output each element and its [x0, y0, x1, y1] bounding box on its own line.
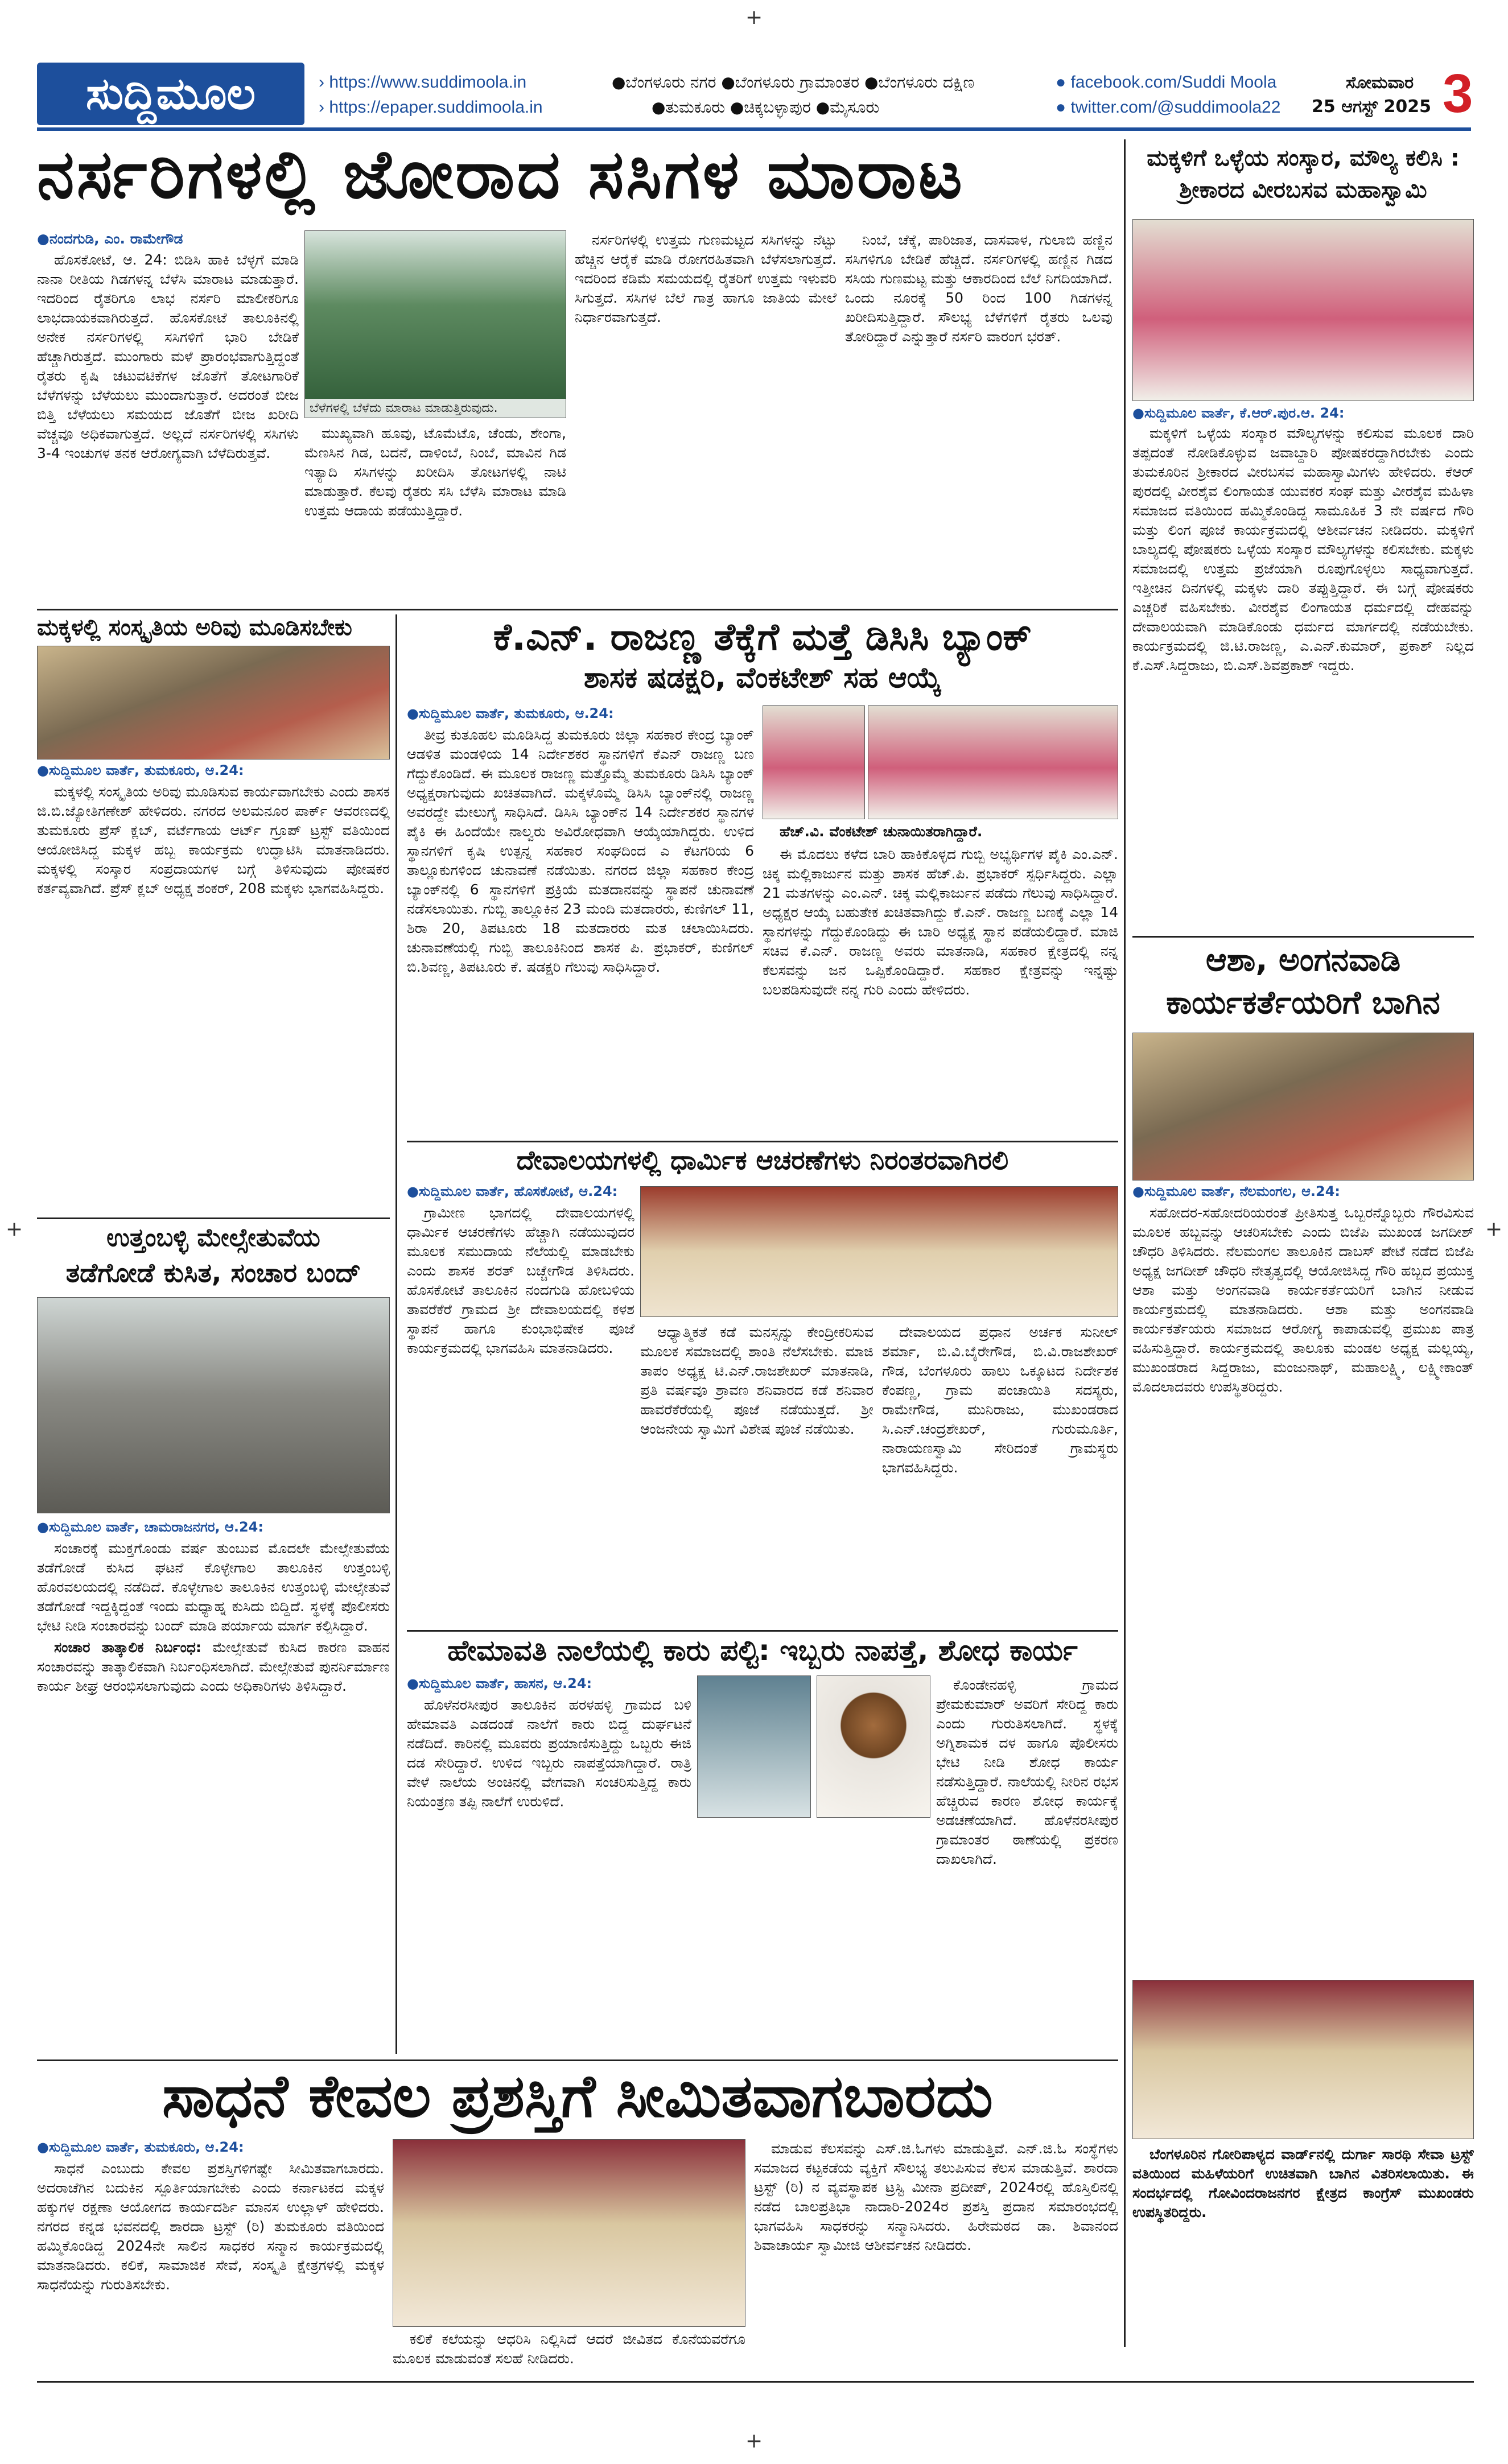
right-top-byline: ●ಸುದ್ದಿಮೂಲ ವಾರ್ತೆ, ಕೆ.ಆರ್.ಪುರ.ಆ. 24:	[1132, 405, 1345, 421]
bottom-photo-caption	[393, 2330, 745, 2375]
flyover-body-text: ಸಂಚಾರಕ್ಕೆ ಮುಕ್ತಗೊಂಡು ವರ್ಷ ತುಂಬುವ ಮೊದಲೇ ಮೇಲ್ಸೇತುವೆಯ ತಡೆಗೋಡೆ ಕುಸಿದ ಘಟನೆ ಕೊಳ್ಳೇಗಾಲ ತಾಲೂಕಿನ ಉತ್ತಂಬಳ್ಳಿ ಹೊರವಲಯದಲ್ಲಿ ನಡೆದಿದೆ. ಕೊಳ್ಳೇಗಾಲ ತಾಲೂಕಿನ ಉತ್ತಂಬಳ್ಳಿ ಮೇಲ್ಸೇತುವೆ ತಡೆಗೋಡೆ ಇದ್ದಕ್ಕಿದ್ದಂತೆ ಇಂದು ಮಧ್ಯಾಹ್ನ ಕುಸಿದು ಬಿದ್ದಿದೆ. ಸ್ಥಳಕ್ಕೆ ಪೊಲೀಸರು ಭೇಟಿ ನೀಡಿ ಸಂಚಾರವನ್ನು ಬಂದ್ ಮಾಡಿ ಪರ್ಯಾಯ ಮಾರ್ಗ ಕಲ್ಪಿಸಿದ್ದಾರೆ.	[37, 1540, 390, 1634]
crop-mark-top: +	[745, 6, 763, 29]
divider	[407, 1141, 1118, 1142]
temple-col1-text: ಗ್ರಾಮೀಣ ಭಾಗದಲ್ಲಿ ದೇವಾಲಯಗಳಲ್ಲಿ ಧಾರ್ಮಿಕ ಆಚರಣೆಗಳು ಹೆಚ್ಚಾಗಿ ನಡೆಯುವುದರ ಮೂಲಕ ಸಮುದಾಯ ನೆಲೆಯಲ್ಲಿ ಮಾಡಬೇಕು ಎಂದು ಶಾಸಕ ಶರತ್ ಬಚ್ಚೇಗೌಡ ತಿಳಿಸಿದರು. ಹೊಸಕೋಟೆ ತಾಲೂಕಿನ ನಂದಗುಡಿ ಹೋಬಳಿಯ ತಾವರೆಕೆರೆ ಗ್ರಾಮದ ಶ್ರೀ ದೇವಾಲಯದಲ್ಲಿ ಕಳಶ ಸ್ಥಾಪನೆ ಹಾಗೂ ಕುಂಭಾಭಿಷೇಕ ಪೂಜೆ ಕಾರ್ಯಕ್ರಮದಲ್ಲಿ ಭಾಗವಹಿಸಿ ಮಾತನಾಡಿದರು.	[407, 1204, 634, 1356]
temple-col2	[640, 1323, 874, 1624]
divider	[395, 614, 397, 2054]
culture-body	[37, 782, 390, 1209]
bottom-col1-text: ಸಾಧನೆ ಎಂಬುದು ಕೇವಲ ಪ್ರಶಸ್ತಿಗಳಿಗಷ್ಟೇ ಸೀಮಿತವಾಗಬಾರದು. ಅದರಾಚೆಗಿನ ಬದುಕಿನ ಸ್ಪೂರ್ತಿಯಾಗಬೇಕು ಎಂದು ಕರ್ನಾಟಕದ ಮಕ್ಕಳ ಹಕ್ಕುಗಳ ರಕ್ಷಣಾ ಆಯೋಗದ ಕಾರ್ಯದರ್ಶಿ ಮಾನಸ ಉಲ್ಲಾಳ್ ಹೇಳಿದರು. ನಗರದ ಕನ್ನಡ ಭವನದಲ್ಲಿ ಶಾರದಾ ಟ್ರಸ್ಟ್ (ರಿ) ತುಮಕೂರು ವತಿಯಿಂದ ಹಮ್ಮಿಕೊಂಡಿದ್ದ 2024ನೇ ಸಾಲಿನ ಸಾಧಕರ ಸನ್ಮಾನ ಕಾರ್ಯಕ್ರಮದಲ್ಲಿ ಮಾತನಾಡಿದರು. ಕಲಿಕೆ, ಸಾಮಾಜಿಕ ಸೇವೆ, ಸಂಸ್ಕೃತಿ ಕ್ಷೇತ್ರಗಳಲ್ಲಿ ಮಕ್ಕಳ ಸಾಧನೆಯನ್ನು ಗುರುತಿಸಬೇಕು.	[37, 2160, 384, 2293]
bank-headline: ಕೆ.ಎನ್. ರಾಜಣ್ಣ ತೆಕ್ಕೆಗೆ ಮತ್ತೆ ಡಿಸಿಸಿ ಬ್ಯಾಂಕ್	[493, 615, 1032, 659]
divider	[37, 1217, 390, 1219]
divider	[37, 609, 1118, 610]
bottom-photo-caption-text: ಕಲಿಕೆ ಕಲೆಯನ್ನು ಆಧರಿಸಿ ನಿಲ್ಲಿಸಿದೆ ಆದರೆ ಜೀವಿತದ ಕೊನೆಯವರೆಗೂ ಮೂಲಕ ಮಾಡುವಂತೆ ಸಲಹೆ ನೀಡಿದರು.	[393, 2331, 745, 2367]
epaper-link[interactable]: › https://epaper.suddimoola.in	[319, 98, 543, 117]
crop-mark-bottom: +	[745, 2429, 763, 2453]
twitter-icon: ●	[1056, 98, 1066, 117]
canal-col2	[936, 1675, 1118, 2054]
lead-col1-text: ಹೊಸಕೋಟೆ, ಆ. 24: ಬಿಡಿಸಿ ಹಾಕಿ ಬೆಳ್ಳಗೆ ಮಾಡಿ ನಾನಾ ರೀತಿಯ ಗಿಡಗಳನ್ನ ಬೆಳೆಸಿ ಮಾರಾಟ ಮಾಡುತ್ತಾರೆ. ಇದರಿಂದ ರೈತರಿಗೂ ಲಾಭ ನರ್ಸರಿ ಮಾಲೀಕರಿಗೂ ಲಾಭದಾಯಕವಾಗಿರುತ್ತದೆ. ಹೊಸಕೋಟೆ ತಾಲೂಕಿನಲ್ಲಿ ಅನೇಕ ನರ್ಸರಿಗಳಲ್ಲಿ ಸಸಿಗಳಿಗೆ ಭಾರಿ ಬೇಡಿಕೆ ಹೆಚ್ಚಾಗಿರುತ್ತದೆ. ಮುಂಗಾರು ಮಳೆ ಪ್ರಾರಂಭವಾಗುತ್ತಿದ್ದಂತೆ ರೈತರು ಕೃಷಿ ಚಟುವಟಿಕೆಗಳ ಜೊತೆಗೆ ತೋಟಗಾರಿಕೆ ಬೆಳೆಗಳನ್ನು ಬೆಳೆಯಲು ಮುಂದಾಗುತ್ತಾರೆ. ಅದರಂತೆ ಬೀಜ ಬಿತ್ತಿ ಬೆಳೆಯಲು ಸಮಯದ ಜೊತೆಗೆ ಬೀಜ ಖರೀದಿ ವೆಚ್ಚವೂ ಅಧಿಕವಾಗುತ್ತದೆ. ಅಲ್ಲದೆ ನರ್ಸರಿಗಳಲ್ಲಿ ಸಸಿಗಳು 3-4 ಇಂಚುಗಳ ತನಕ ಆರೋಗ್ಯವಾಗಿ ಬೆಳೆದಿರುತ್ತವೆ.	[37, 251, 299, 461]
epaper-link-text[interactable]: https://epaper.suddimoola.in	[329, 98, 543, 117]
temple-col1	[407, 1203, 634, 1624]
missing-person-photo	[817, 1675, 930, 1818]
bank-col2	[763, 845, 1118, 1135]
nursery-photo-caption: ಬೆಳೆಗಳಲ್ಲಿ ಬೆಳೆದು ಮಾರಾಟ ಮಾಡುತ್ತಿರುವುದು.	[305, 399, 566, 418]
bagina-photo	[1132, 1980, 1474, 2139]
asha-headline-line1: ಆಶಾ, ಅಂಗನವಾಡಿ	[1205, 942, 1401, 979]
bottom-col2	[754, 2139, 1118, 2375]
asha-body-text: ಸಹೋದರ-ಸಹೋದರಿಯರಂತೆ ಪ್ರೀತಿಸುತ್ತ ಒಬ್ಬರನ್ನೊಬ್ಬರು ಗೌರವಿಸುವ ಮೂಲಕ ಹಬ್ಬವನ್ನು ಆಚರಿಸಬೇಕು ಎಂದು ಬಿಜೆಪಿ ಮುಖಂಡ ಜಗದೀಶ್ ಚೌಧರಿ ತಿಳಿಸಿದರು. ನೆಲಮಂಗಲ ತಾಲೂಕಿನ ದಾಬಸ್ ಪೇಟೆ ನಡೆದ ಬಿಜೆಪಿ ಅಧ್ಯಕ್ಷ ಜಗದೀಶ್ ಚೌಧರಿ ನೇತೃತ್ವದಲ್ಲಿ ಆಯೋಜಿಸಿದ್ದ ಗೌರಿ ಹಬ್ಬದ ಪ್ರಯುಕ್ತ ಆಶಾ ಮತ್ತು ಅಂಗನವಾಡಿ ಕಾರ್ಯಕರ್ತೆಯರಿಗೆ ಬಾಗಿನ ನೀಡುವ ಕಾರ್ಯಕ್ರಮದಲ್ಲಿ ಮಾತನಾಡಿದರು. ಆಶಾ ಮತ್ತು ಅಂಗನವಾಡಿ ಕಾರ್ಯಕರ್ತೆಯರು ಸಮಾಜದ ಆರೋಗ್ಯ ಕಾಪಾಡುವಲ್ಲಿ ಪ್ರಮುಖ ಪಾತ್ರ ವಹಿಸುತ್ತಿದ್ದಾರೆ. ಕಾರ್ಯಕ್ರಮದಲ್ಲಿ ತಾಲೂಕು ಮಂಡಲ ಅಧ್ಯಕ್ಷ ಮಲ್ಲಯ್ಯ, ಮುಖಂಡರಾದ ಸಿದ್ದರಾಜು, ಮಂಜುನಾಥ್, ಮಹಾಲಕ್ಷ್ಮಿ, ಲಕ್ಷ್ಮೀಕಾಂತ್ ಮೊದಲಾದವರು ಉಪಸ್ಥಿತರಿದ್ದರು.	[1132, 1204, 1474, 1395]
divider	[1132, 936, 1474, 938]
flyover-body	[37, 1539, 390, 2051]
twitter-link-text[interactable]: twitter.com/@suddimoola22	[1070, 98, 1281, 117]
asha-byline: ●ಸುದ್ದಿಮೂಲ ವಾರ್ತೆ, ನೆಲಮಂಗಲ, ಆ.24:	[1132, 1183, 1341, 1199]
temple-byline: ●ಸುದ್ದಿಮೂಲ ವಾರ್ತೆ, ಹೊಸಕೋಟೆ, ಆ.24:	[407, 1183, 618, 1199]
culture-byline: ●ಸುದ್ದಿಮೂಲ ವಾರ್ತೆ, ತುಮಕೂರು, ಆ.24:	[37, 762, 244, 778]
divider	[1124, 139, 1126, 2347]
issue-day: ಸೋಮವಾರ	[1346, 73, 1414, 93]
flyover-headline-line2: ತಡೆಗೋಡೆ ಕುಸಿತ, ಸಂಚಾರ ಬಂದ್	[65, 1257, 361, 1288]
divider	[37, 2381, 1474, 2383]
website-link[interactable]: › https://www.suddimoola.in	[319, 73, 527, 92]
asha-headline-line2: ಕಾರ್ಯಕರ್ತೆಯರಿಗೆ ಬಾಗಿನ	[1166, 984, 1440, 1021]
page-number: 3	[1443, 63, 1473, 124]
website-link-text[interactable]: https://www.suddimoola.in	[329, 73, 527, 92]
newspaper-logo[interactable]: ಸುದ್ದಿಮೂಲ	[37, 63, 304, 125]
temple-photo	[640, 1186, 1118, 1317]
crop-mark-right: +	[1485, 1217, 1503, 1241]
canal-col1-text: ಹೊಳೆನರಸೀಪುರ ತಾಲೂಕಿನ ಹರಳಹಳ್ಳಿ ಗ್ರಾಮದ ಬಳಿ ಹೇಮಾವತಿ ಎಡದಂಡೆ ನಾಲೆಗೆ ಕಾರು ಬಿದ್ದ ದುರ್ಘಟನೆ ನಡೆದಿದೆ. ಕಾರಿನಲ್ಲಿ ಮೂವರು ಪ್ರಯಾಣಿಸುತ್ತಿದ್ದು ಒಬ್ಬರು ಈಜಿ ದಡ ಸೇರಿದ್ದಾರೆ. ಉಳಿದ ಇಬ್ಬರು ನಾಪತ್ತೆಯಾಗಿದ್ದಾರೆ. ರಾತ್ರಿ ವೇಳೆ ನಾಲೆಯ ಅಂಚಿನಲ್ಲಿ ವೇಗವಾಗಿ ಸಂಚರಿಸುತ್ತಿದ್ದ ಕಾರು ನಿಯಂತ್ರಣ ತಪ್ಪಿ ನಾಲೆಗೆ ಉರುಳಿದೆ.	[407, 1697, 691, 1810]
bottom-byline: ●ಸುದ್ದಿಮೂಲ ವಾರ್ತೆ, ತುಮಕೂರು, ಆ.24:	[37, 2139, 244, 2155]
children-festival-photo	[37, 646, 390, 760]
issue-date: 25 ಆಗಸ್ಟ್ 2025	[1312, 97, 1431, 117]
flyover-note-label: ಸಂಚಾರ ತಾತ್ಕಾಲಿಕ ನಿರ್ಬಂಧ:	[54, 1639, 201, 1656]
lead-col4	[845, 230, 1113, 603]
lead-col2	[304, 424, 566, 603]
temple-headline: ದೇವಾಲಯಗಳಲ್ಲಿ ಧಾರ್ಮಿಕ ಆಚರಣೆಗಳು ನಿರಂತರವಾಗಿರಲಿ	[516, 1145, 1009, 1175]
bank-col1-text: ತೀವ್ರ ಕುತೂಹಲ ಮೂಡಿಸಿದ್ದ ತುಮಕೂರು ಜಿಲ್ಲಾ ಸಹಕಾರ ಕೇಂದ್ರ ಬ್ಯಾಂಕ್ ಆಡಳಿತ ಮಂಡಳಿಯ 14 ನಿರ್ದೇಶಕರ ಸ್ಥಾನಗಳಿಗೆ ಕೆಎನ್ ರಾಜಣ್ಣ ಬಣ ಗೆದ್ದುಕೊಂಡಿದೆ. ಈ ಮೂಲಕ ರಾಜಣ್ಣ ಮತ್ತೊಮ್ಮೆ ತುಮಕೂರು ಡಿಸಿಸಿ ಬ್ಯಾಂಕ್ ಅಧ್ಯಕ್ಷರಾಗುವುದು ಖಚಿತವಾಗಿದೆ. ಮಕ್ಕಳೊಮ್ಮೆ ಡಿಸಿಸಿ ಬ್ಯಾಂಕ್‌ನಲ್ಲಿ ರಾಜಣ್ಣ ಅವರದ್ದೇ ಮೇಲುಗೈ ಸಾಧಿಸಿದೆ. ಡಿಸಿಸಿ ಬ್ಯಾಂಕ್‌ನ 14 ನಿರ್ದೇಶಕರ ಸ್ಥಾನಗಳ ಪೈಕಿ ಈ ಹಿಂದೆಯೇ ನಾಲ್ವರು ಅವಿರೋಧವಾಗಿ ಆಯ್ಕೆಯಾಗಿದ್ದರು. ಉಳಿದ ಸ್ಥಾನಗಳಿಗೆ ಕೃಷಿ ಉತ್ಪನ್ನ ಸಹಕಾರ ಸಂಘದಿಂದ ಎ ಕೆಟಗರಿಯ 6 ತಾಲ್ಲೂಕುಗಳಿಂದ ಚುನಾವಣೆ ನಡೆಯಿತು. ನಗರದ ಜಿಲ್ಲಾ ಸಹಕಾರ ಕೇಂದ್ರ ಬ್ಯಾಂಕ್‌ನಲ್ಲಿ 6 ಸ್ಥಾನಗಳಿಗೆ ಪ್ರಕ್ರಿಯೆ ಮತದಾನವನ್ನು ಸ್ಥಾಪನೆ ಚುನಾವಣೆ ನಡೆಸಲಾಯಿತು. ಗುಬ್ಬಿ ತಾಲ್ಲೂಕಿನ 23 ಮಂದಿ ಮತದಾರರು, ಕುಣಿಗಲ್ 11, ಶಿರಾ 20, ತಿಪಟೂರು 18 ಮತದಾರರು ಮತ ಚಲಾಯಿಸಿದರು. ಚುನಾವಣೆಯಲ್ಲಿ ಗುಬ್ಬಿ ತಾಲೂಕಿನಿಂದ ಶಾಸಕ ಪಿ. ಪ್ರಭಾಕರ್, ಕುಣಿಗಲ್ ಬಿ.ಶಿವಣ್ಣ, ತಿಪಟೂರು ಕೆ. ಷಡಕ್ಷರಿ ಗೆಲುವು ಸಾಧಿಸಿದ್ದಾರೆ.	[407, 727, 754, 975]
flyover-byline: ●ಸುದ್ದಿಮೂಲ ವಾರ್ತೆ, ಚಾಮರಾಜನಗರ, ಆ.24:	[37, 1519, 263, 1535]
bagina-caption-text: ಬೆಂಗಳೂರಿನ ಗೋರಿಪಾಳ್ಯದ ವಾರ್ಡ್‌ನಲ್ಲಿ ದುರ್ಗಾ ಸಾರಥಿ ಸೇವಾ ಟ್ರಸ್ಟ್ ವತಿಯಿಂದ ಮಹಿಳೆಯರಿಗೆ ಉಚಿತವಾಗಿ ಬಾಗಿನ ವಿತರಿಸಲಾಯಿತು. ಈ ಸಂದರ್ಭದಲ್ಲಿ ಗೋವಿಂದರಾಜನಗರ ಕ್ಷೇತ್ರದ ಕಾಂಗ್ರೆಸ್ ಮುಖಂಡರು ಉಪಸ್ಥಿತರಿದ್ದರು.	[1132, 2146, 1474, 2221]
masthead	[37, 63, 1471, 131]
lead-col4-text: ನಿಂಬೆ, ಚೆಕ್ಕೆ, ಪಾರಿಜಾತ, ದಾಸವಾಳ, ಗುಲಾಬಿ ಹಣ್ಣಿನ ಸಸಿಗಳಿಗೂ ಬೇಡಿಕೆ ಹೆಚ್ಚಿದೆ. ನರ್ಸರಿಗಳಲ್ಲಿ ಹಣ್ಣಿನ ಗಿಡದ ಸಸಿಯ ಗುಣಮಟ್ಟ ಮತ್ತು ಆಕಾರದಿಂದ ಬೆಲೆ ನಿಗದಿಯಾಗಿದೆ. ಒಂದು ನೂರಕ್ಕೆ 50 ರಿಂದ 100 ಗಿಡಗಳನ್ನ ಖರೀದಿಸುತ್ತಿದ್ದಾರೆ. ಸೌಲಭ್ಯ ಬೆಳೆಗಳಿಗೆ ರೈತರು ಒಲವು ತೋರಿದ್ದಾರೆ ಎನ್ನುತ್ತಾರೆ ನರ್ಸರಿ ವಾರಂಗ ಭರತ್.	[845, 232, 1113, 345]
bank-col2-text: ಈ ಮೊದಲು ಕಳೆದ ಬಾರಿ ಹಾಕಿಕೊಳ್ಳದ ಗುಬ್ಬಿ ಅಭ್ಯರ್ಥಿಗಳ ಪೈಕಿ ಎಂ.ಎನ್. ಚಿಕ್ಕ ಮಲ್ಲಿಕಾರ್ಜುನ ಮತ್ತು ಶಾಸಕ ಹೆಚ್.ಪಿ. ಪ್ರಭಾಕರ್ ಸ್ಪರ್ಧಿಸಿದ್ದರು. ಎಲ್ಲಾ 21 ಮತಗಳನ್ನು ಎಂ.ಎನ್. ಚಿಕ್ಕ ಮಲ್ಲಿಕಾರ್ಜುನ ಪಡೆದು ಗೆಲುವು ಸಾಧಿಸಿದ್ದಾರೆ. ಅಧ್ಯಕ್ಷರ ಆಯ್ಕೆ ಬಹುತೇಕ ಖಚಿತವಾಗಿದ್ದು ಕೆ.ಎನ್. ರಾಜಣ್ಣ ಬಣಕ್ಕೆ ಎಲ್ಲಾ 14 ಸ್ಥಾನಗಳನ್ನು ಗೆದ್ದುಕೊಂಡಿದ್ದು ಈ ಬಾರಿ ಅಧ್ಯಕ್ಷ ಸ್ಥಾನ ಪಡೆಯಲಿದ್ದಾರೆ. ಮಾಜಿ ಸಚಿವ ಕೆ.ಎನ್. ರಾಜಣ್ಣ ಅವರು ಮಾತನಾಡಿ, ಸಹಕಾರ ಕ್ಷೇತ್ರದಲ್ಲಿ ನನ್ನ ಕೆಲಸವನ್ನು ಜನ ಒಪ್ಪಿಕೊಂಡಿದ್ದಾರೆ. ಸಹಕಾರ ಕ್ಷೇತ್ರವನ್ನು ಇನ್ನಷ್ಟು ಬಲಪಡಿಸುವುದೇ ನನ್ನ ಗುರಿ ಎಂದು ಹೇಳಿದರು.	[763, 846, 1118, 998]
bottom-headline: ಸಾಧನೆ ಕೇವಲ ಪ್ರಶಸ್ತಿಗೆ ಸೀಮಿತವಾಗಬಾರದು	[162, 2061, 993, 2131]
right-top-headline: ಮಕ್ಕಳಿಗೆ ಒಳ್ಳೆಯ ಸಂಸ್ಕಾರ, ಮೌಲ್ಯ ಕಲಿಸಿ : ಶ್ರೀಕಾರದ ವೀರಬಸವ ಮಹಾಸ್ವಾಮಿ	[1147, 145, 1460, 203]
bank-photo-1	[763, 705, 865, 819]
canal-col2-text: ಕೊಂಡೇನಹಳ್ಳಿ ಗ್ರಾಮದ ಪ್ರೇಮಕುಮಾರ್ ಅವರಿಗೆ ಸೇರಿದ್ದ ಕಾರು ಎಂದು ಗುರುತಿಸಲಾಗಿದೆ. ಸ್ಥಳಕ್ಕೆ ಅಗ್ನಿಶಾಮಕ ದಳ ಹಾಗೂ ಪೊಲೀಸರು ಭೇಟಿ ನೀಡಿ ಶೋಧ ಕಾರ್ಯ ನಡೆಸುತ್ತಿದ್ದಾರೆ. ನಾಲೆಯಲ್ಲಿ ನೀರಿನ ರಭಸ ಹೆಚ್ಚಿರುವ ಕಾರಣ ಶೋಧ ಕಾರ್ಯಕ್ಕೆ ಅಡಚಣೆಯಾಗಿದೆ. ಹೊಳೆನರಸೀಪುರ ಗ್ರಾಮಾಂತರ ಠಾಣೆಯಲ್ಲಿ ಪ್ರಕರಣ ದಾಖಲಾಗಿದೆ.	[936, 1677, 1118, 1867]
flyover-photo	[37, 1297, 390, 1513]
canal-col1	[407, 1695, 691, 2054]
lead-col2-text: ಮುಖ್ಯವಾಗಿ ಹೂವು, ಟೊಮೆಟೊ, ಚೆಂಡು, ಶೇಂಗಾ, ಮೆಣಸಿನ ಗಿಡ, ಬದನೆ, ದಾಳಿಂಬೆ, ನಿಂಬೆ, ಮಾವಿನ ಗಿಡ ಇತ್ಯಾದಿ ಸಸಿಗಳನ್ನು ಖರೀದಿಸಿ ತೋಟಗಳಲ್ಲಿ ನಾಟಿ ಮಾಡುತ್ತಾರೆ. ಕೆಲವು ರೈತರು ಸಸಿ ಬೆಳೆಸಿ ಮಾರಾಟ ಮಾಡಿ ಉತ್ತಮ ಆದಾಯ ಪಡೆಯುತ್ತಿದ್ದಾರೆ.	[304, 425, 566, 519]
lead-byline: ●ನಂದಗುಡಿ, ಎಂ. ರಾಮೇಗೌಡ	[37, 230, 183, 247]
temple-col3	[882, 1323, 1118, 1624]
culture-headline: ಮಕ್ಕಳಲ್ಲಿ ಸಂಸ್ಕೃತಿಯ ಅರಿವು ಮೂಡಿಸಬೇಕು	[37, 614, 352, 641]
bottom-col2-text: ಮಾಡುವ ಕೆಲಸವನ್ನು ಎಸ್.ಜಿ.ಓಗಳು ಮಾಡುತ್ತಿವೆ. ಎನ್.ಜಿ.ಓ ಸಂಸ್ಥೆಗಳು ಸಮಾಜದ ಕಟ್ಟಕಡೆಯ ವ್ಯಕ್ತಿಗೆ ಸೌಲಭ್ಯ ತಲುಪಿಸುವ ಕೆಲಸ ಮಾಡುತ್ತಿವೆ. ಶಾರದಾ ಟ್ರಸ್ಟ್ (ರಿ) ನ ವ್ಯವಸ್ಥಾಪಕ ಟ್ರಸ್ಟಿ ಮೀನಾ ಪ್ರದೀಪ್, 2024ರಲ್ಲಿ ಹೊಸ್ತಿಲಿನಲ್ಲಿ ನಡೆದ ಬಾಲಪ್ರತಿಭಾ ನಾದಾರಿ-2024ರ ಪ್ರಶಸ್ತಿ ಪ್ರದಾನ ಸಮಾರಂಭದಲ್ಲಿ ಭಾಗವಹಿಸಿ ಸಾಧಕರನ್ನು ಸನ್ಮಾನಿಸಿದರು. ಹಿರೇಮಠದ ಡಾ. ಶಿವಾನಂದ ಶಿವಾಚಾರ್ಯ ಸ್ವಾಮೀಜಿ ಆಶೀರ್ವಚನ ನೀಡಿದರು.	[754, 2140, 1118, 2253]
bank-photo-caption-text: ಹೆಚ್.ವಿ. ವೆಂಕಟೇಶ್ ಚುನಾಯಿತರಾಗಿದ್ದಾರೆ.	[780, 823, 983, 840]
nav-districts-row2[interactable]: ●ತುಮಕೂರು ●ಚಿಕ್ಕಬಳ್ಳಾಪುರ ●ಮೈಸೂರು	[652, 98, 880, 117]
crop-mark-left: +	[6, 1217, 23, 1241]
asha-body	[1132, 1203, 1474, 1971]
flyover-headline-line1: ಉತ್ತಂಬಳ್ಳಿ ಮೇಲ್ಸೇತುವೆಯ	[106, 1223, 320, 1252]
facebook-link[interactable]	[1056, 73, 1276, 92]
canal-car-photo	[697, 1675, 811, 1818]
canal-headline: ಹೇಮಾವತಿ ನಾಲೆಯಲ್ಲಿ ಕಾರು ಪಲ್ಟಿ: ಇಬ್ಬರು ನಾಪತ್ತೆ, ಶೋಧ ಕಾರ್ಯ	[447, 1634, 1078, 1667]
lead-headline: ನರ್ಸರಿಗಳಲ್ಲಿ ಜೋರಾದ ಸಸಿಗಳ ಮಾರಾಟ	[37, 135, 965, 213]
bank-photo-caption	[763, 822, 1118, 843]
bottom-col1	[37, 2159, 384, 2375]
canal-byline: ●ಸುದ್ದಿಮೂಲ ವಾರ್ತೆ, ಹಾಸನ, ಆ.24:	[407, 1675, 592, 1691]
bank-photo-2	[868, 705, 1118, 819]
flyover-note: ಮೇಲ್ಸೇತುವೆ ಕುಸಿದ ಕಾರಣ ವಾಹನ ಸಂಚಾರವನ್ನು ತಾತ್ಕಾಲಿಕವಾಗಿ ನಿರ್ಬಂಧಿಸಲಾಗಿದೆ. ಮೇಲ್ಸೇತುವೆ ಪುನರ್ನಿರ್ಮಾಣ ಕಾರ್ಯ ಶೀಘ್ರ ಆರಂಭಿಸಲಾಗುವುದು ಎಂದು ಅಧಿಕಾರಿಗಳು ತಿಳಿಸಿದ್ದಾರೆ.	[37, 1639, 390, 1694]
lead-col1	[37, 250, 299, 603]
facebook-icon: ●	[1056, 73, 1066, 92]
nav-districts-row1[interactable]: ●ಬೆಂಗಳೂರು ನಗರ ●ಬೆಂಗಳೂರು ಗ್ರಾಮಾಂತರ ●ಬೆಂಗಳೂರು ದಕ್ಷಿಣ	[612, 73, 975, 92]
right-top-body-text: ಮಕ್ಕಳಿಗೆ ಒಳ್ಳೆಯ ಸಂಸ್ಕಾರ ಮೌಲ್ಯಗಳನ್ನು ಕಲಿಸುವ ಮೂಲಕ ದಾರಿ ತಪ್ಪದಂತೆ ನೋಡಿಕೊಳ್ಳುವ ಜವಾಬ್ದಾರಿ ಪೋಷಕರದ್ದಾಗಿರಬೇಕು ಎಂದು ತುಮಕೂರಿನ ಶ್ರೀಕಾರದ ವೀರಬಸವ ಮಹಾಸ್ವಾಮಿಗಳು ಹೇಳಿದರು. ಕೆಆರ್ ಪುರದಲ್ಲಿ ವೀರಶೈವ ಲಿಂಗಾಯತ ಯುವಕರ ಸಂಘ ಮತ್ತು ವೀರಶೈವ ಮಹಿಳಾ ಸಮಾಜದ ವತಿಯಿಂದ ಹಮ್ಮಿಕೊಂಡಿದ್ದ ಸಾಮೂಹಿಕ 3 ನೇ ವರ್ಷದ ಗೌರಿ ಮತ್ತು ಲಿಂಗ ಪೂಜೆ ಕಾರ್ಯಕ್ರಮದಲ್ಲಿ ಆಶೀರ್ವಚನ ನೀಡಿದರು. ಮಕ್ಕಳಿಗೆ ಬಾಲ್ಯದಲ್ಲಿ ಪೋಷಕರು ಒಳ್ಳೆಯ ಸಂಸ್ಕಾರ ಮೌಲ್ಯಗಳನ್ನು ಕಲಿಸಬೇಕು. ಮಕ್ಕಳು ಸಮಾಜದಲ್ಲಿ ಉತ್ತಮ ಪ್ರಜೆಯಾಗಿ ರೂಪುಗೊಳ್ಳಲು ಸಾಧ್ಯವಾಗುತ್ತದೆ. ಇತ್ತೀಚಿನ ದಿನಗಳಲ್ಲಿ ಮಕ್ಕಳು ದಾರಿ ತಪ್ಪುತ್ತಿದ್ದಾರೆ. ಈ ಬಗ್ಗೆ ಪೋಷಕರು ಎಚ್ಚರಿಕೆ ವಹಿಸಬೇಕು. ವೀರಶೈವ ಲಿಂಗಾಯತ ಧರ್ಮದಲ್ಲಿ ದೇಹವನ್ನು ದೇವಾಲಯವಾಗಿ ಮಾಡಿಕೊಂಡು ಧರ್ಮದ ಮಾರ್ಗದಲ್ಲಿ ನಡೆಯಬೇಕು. ಕಾರ್ಯಕ್ರಮದಲ್ಲಿ ಜಿ.ಟಿ.ರಾಜಣ್ಣ, ಎ.ಎನ್.ಕುಮಾರ್, ಪ್ರಕಾಶ್ ನಿಲ್ಲದ ಕೆ.ಎಸ್.ಸಿದ್ದರಾಜು, ಬಿ.ಎಸ್.ಶಿವಪ್ರಕಾಶ್ ಇದ್ದರು.	[1132, 425, 1474, 674]
bank-byline: ●ಸುದ್ದಿಮೂಲ ವಾರ್ತೆ, ತುಮಕೂರು, ಆ.24:	[407, 705, 614, 721]
divider	[407, 1630, 1118, 1632]
temple-col2-text: ಆಧ್ಯಾತ್ಮಿಕತೆ ಕಡೆ ಮನಸ್ಸನ್ನು ಕೇಂದ್ರೀಕರಿಸುವ ಮೂಲಕ ಸಮಾಜದಲ್ಲಿ ಶಾಂತಿ ನೆಲೆಸಬೇಕು. ಮಾಜಿ ತಾಪಂ ಅಧ್ಯಕ್ಷ ಟಿ.ಎನ್.ರಾಜಶೇಖರ್ ಮಾತನಾಡಿ, ಪ್ರತಿ ವರ್ಷವೂ ಶ್ರಾವಣ ಶನಿವಾರದ ಕಡೆ ಶನಿವಾರ ಹಾವರೆಕೆರೆಯಲ್ಲಿ ಪೂಜೆ ನಡೆಯುತ್ತದೆ. ಶ್ರೀ ಆಂಜನೇಯ ಸ್ವಾಮಿಗೆ ವಿಶೇಷ ಪೂಜೆ ನಡೆಯಿತು.	[640, 1324, 874, 1437]
swamiji-photo	[1132, 219, 1474, 401]
awards-photo	[393, 2139, 745, 2327]
twitter-link[interactable]	[1056, 98, 1280, 117]
temple-col3-text: ದೇವಾಲಯದ ಪ್ರಧಾನ ಅರ್ಚಕ ಸುನೀಲ್ ಶರ್ಮಾ, ಬಿ.ವಿ.ಬೈರೇಗೌಡ, ಬಿ.ವಿ.ರಾಜಶೇಖರ್ ಗೌಡ, ಬೆಂಗಳೂರು ಹಾಲು ಒಕ್ಕೂಟದ ನಿರ್ದೇಶಕ ಕೆಂಪಣ್ಣ, ಗ್ರಾಮ ಪಂಚಾಯಿತಿ ಸದಸ್ಯರು, ರಾಮೇಗೌಡ, ಮುನಿರಾಜು, ಮುಖಂಡರಾದ ಸಿ.ಎನ್.ಚಂದ್ರಶೇಖರ್, ಗುರುಮೂರ್ತಿ, ನಾರಾಯಣಸ್ವಾಮಿ ಸೇರಿದಂತೆ ಗ್ರಾಮಸ್ಥರು ಭಾಗವಹಿಸಿದ್ದರು.	[882, 1324, 1118, 1476]
bank-subhead: ಶಾಸಕ ಷಡಕ್ಷರಿ, ವೆಂಕಟೇಶ್ ಸಹ ಆಯ್ಕೆ	[583, 661, 942, 694]
nursery-photo	[304, 230, 566, 418]
lead-col3	[575, 230, 837, 603]
bank-col1	[407, 725, 754, 1135]
right-top-body	[1132, 424, 1474, 930]
asha-photo	[1132, 1033, 1474, 1181]
facebook-link-text[interactable]: facebook.com/Suddi Moola	[1070, 73, 1277, 92]
bagina-caption	[1132, 2145, 1474, 2344]
lead-col3-text: ನರ್ಸರಿಗಳಲ್ಲಿ ಉತ್ತಮ ಗುಣಮಟ್ಟದ ಸಸಿಗಳನ್ನು ನೆಟ್ಟು ಹೆಚ್ಚಿನ ಆರೈಕೆ ಮಾಡಿ ರೋಗರಹಿತವಾಗಿ ಬೆಳೆಸಲಾಗುತ್ತದೆ. ಇದರಿಂದ ಕಡಿಮೆ ಸಮಯದಲ್ಲಿ ರೈತರಿಗೆ ಉತ್ತಮ ಇಳುವರಿ ಸಿಗುತ್ತದೆ. ಸಸಿಗಳ ಬೆಲೆ ಗಾತ್ರ ಹಾಗೂ ಜಾತಿಯ ಮೇಲೆ ನಿರ್ಧಾರವಾಗುತ್ತದೆ.	[575, 232, 837, 325]
culture-body-text: ಮಕ್ಕಳಲ್ಲಿ ಸಂಸ್ಕೃತಿಯ ಅರಿವು ಮೂಡಿಸುವ ಕಾರ್ಯವಾಗಬೇಕು ಎಂದು ಶಾಸಕ ಜಿ.ಬಿ.ಜ್ಯೋತಿಗಣೇಶ್ ಹೇಳಿದರು. ನಗರದ ಅಲಮನೂರ ಪಾರ್ಕ್ ಆವರಣದಲ್ಲಿ ತುಮಕೂರು ಪ್ರೆಸ್ ಕ್ಲಬ್, ವರ್ಟೆಗಾಯ ಆರ್ಟ್ ಗ್ರೂಪ್ ಟ್ರಸ್ಟ್ ವತಿಯಿಂದ ಆಯೋಜಿಸಿದ್ದ ಮಕ್ಕಳ ಹಬ್ಬ ಕಾರ್ಯಕ್ರಮ ಉದ್ಘಾಟಿಸಿ ಮಾತನಾಡಿದರು. ಮಕ್ಕಳಲ್ಲಿ ಸಂಸ್ಕಾರ ಸಂಪ್ರದಾಯಗಳ ಬಗ್ಗೆ ತಿಳಿಸುವುದು ಪೋಷಕರ ಕರ್ತವ್ಯವಾಗಿದೆ. ಪ್ರೆಸ್ ಕ್ಲಬ್ ಅಧ್ಯಕ್ಷ ಶಂಕರ್, 208 ಮಕ್ಕಳು ಭಾಗವಹಿಸಿದ್ದರು.	[37, 783, 390, 897]
